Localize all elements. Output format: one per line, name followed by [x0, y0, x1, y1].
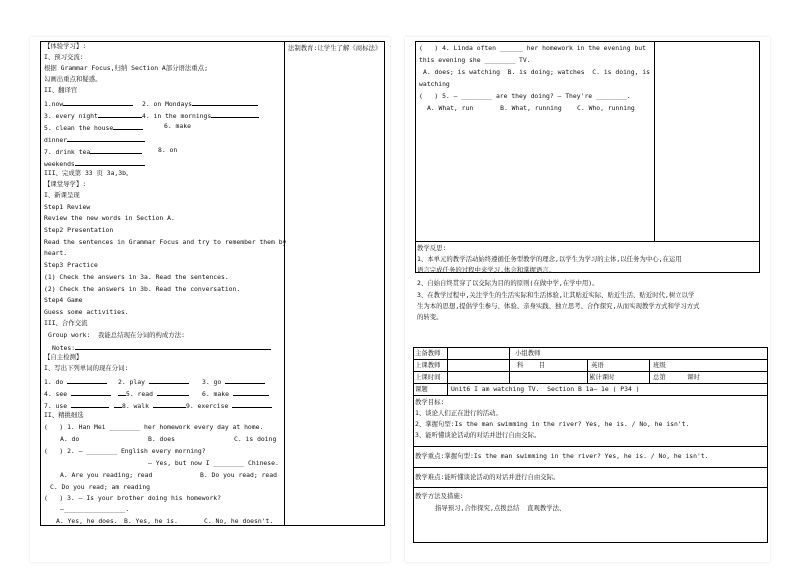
question-2: ( ) 2. — ________ English every morning? — [44, 447, 206, 455]
word-1: 1. do — [44, 377, 107, 386]
reflection-2: 2、自始自终贯穿了以交际为目的的原则(在做中学,在学中用)。 — [417, 279, 599, 287]
col-line-2 — [509, 347, 510, 383]
difficult-point: 教学难点:能听懂谈论活动的对话并进行自由交际。 — [415, 473, 560, 481]
select-title: II、精挑细选 — [44, 411, 84, 419]
word-9: 9. exercise — [178, 401, 272, 410]
q5-options: A. What, run B. What, running C. Who, running — [427, 104, 635, 112]
word-2: 2. play — [118, 377, 189, 386]
translate-item-6b: dinner — [44, 135, 145, 144]
goal-3: 3、能听懂谈论活动的对话并进行自由交际。 — [415, 431, 541, 439]
translate-item-8b: weekends — [44, 159, 145, 168]
translate-title: II、翻译官 — [44, 86, 78, 94]
question-4: ( ) 4. Linda often ______ her homework in the evening but — [419, 44, 647, 52]
row-line-2 — [413, 371, 768, 372]
step4-text: Guess some activities. — [44, 308, 129, 316]
word-6: 6. make — [202, 389, 269, 398]
word-7: 7. use — [44, 401, 109, 410]
preview-title: I、预习交流: — [44, 53, 84, 61]
row-line-3 — [413, 383, 768, 384]
method-text: 指导预习,合作探究,点拨总结 直观教学法、 — [435, 504, 566, 512]
row-line-5 — [413, 446, 768, 447]
question-3: ( ) 3. — Is your brother doing his homework? — [44, 494, 221, 502]
write-title: I、写出下列单词的现在分词: — [44, 364, 129, 372]
topic-label: 课题 — [415, 385, 428, 393]
col-line-3 — [587, 359, 588, 383]
key-point: 教学重点:掌握句型:Is the man swimming in the river? Yes, he is. / No, he isn't. — [415, 452, 709, 460]
reflection-1b: 语言完成任务的过程中来学习,体会和掌握语言。 — [417, 266, 556, 274]
q1-option-c: C. is doing — [234, 435, 277, 443]
grade-label: 班级 — [653, 361, 666, 369]
preview-instruction-2: 勾画出重点和疑惑。 — [44, 75, 102, 83]
lead-teacher-label: 主备教师 — [415, 349, 441, 357]
reflection-3b: 生为本的思想,提倡学生参与、体验、亲身实践、独立思考、合作探究,从而实现教学方式和学习方式 — [417, 302, 700, 310]
topic-value: Unit6 I am watching TV. Section B 1a— 1e ( P34 ) — [451, 385, 640, 393]
col-line-1 — [447, 347, 448, 395]
q3-option-a: A. Yes, he does. — [56, 517, 118, 525]
q2-option-b: B. Do you read; read — [200, 471, 277, 479]
translate-item-2: 2. on Mondays — [142, 99, 258, 108]
translate-item-5: 5. clean the house — [44, 123, 143, 132]
translate-item-1: 1.now — [44, 99, 133, 108]
goal-2: 2、掌握句型:Is the man swimming in the river? Yes, he is. / No, he isn't. — [415, 420, 690, 428]
translate-item-7: 7. drink tea — [44, 147, 142, 156]
reflection-3c: 的转变。 — [417, 313, 443, 321]
group-work: Group work: 我能总结现在分词的构成方法: — [48, 331, 185, 339]
classroom-heading: 【课堂导学】: — [44, 180, 87, 188]
reflection-1: 1、本单元的教学活动始终遵循任务型教学的理念,以学生为学习的主体,以任务为中心,在运用 — [417, 255, 682, 263]
q4-options-2: watching — [419, 80, 450, 88]
reflection-3: 3、在教学过程中,关注学生的生活实际和生活体验,让其贴近实际、贴近生活、贴近时代,树立以学 — [417, 291, 695, 299]
legal-education-note: 法制教育:让学生了解《商标法》 — [288, 44, 382, 52]
question-3b: —________________. — [60, 505, 130, 513]
row-line-6 — [413, 467, 768, 468]
q3-option-b: B. Yes, he is. — [124, 517, 178, 525]
left-page — [30, 37, 390, 562]
question-5: ( ) 5. — ________ are they doing? — They're ________. — [419, 92, 631, 100]
q1-option-b: B. does — [148, 435, 175, 443]
class-time-label: 上课时间 — [415, 373, 441, 381]
step3-b: (2) Check the answers in 3b. Read the conversation. — [44, 285, 241, 293]
ti-yan-heading: 【体验学习】: — [44, 42, 87, 50]
word-5: 5. read — [118, 389, 189, 398]
question-2b: — Yes, but now I ________ Chinese. — [148, 459, 279, 467]
left-column-divider — [284, 41, 285, 526]
group-teacher-label: 小组教师 — [515, 349, 541, 357]
method-label: 教学方法及措施: — [415, 492, 464, 500]
row-line-7 — [413, 487, 768, 488]
goal-1: 1、谈论人们正在进行的活动。 — [415, 409, 502, 417]
row-line-4 — [413, 395, 768, 396]
subject-value: 英语 — [591, 361, 604, 369]
word-3: 3. go — [202, 377, 265, 386]
complete-title: III、完成第 33 页 3a,3b。 — [44, 169, 133, 177]
class-teacher-label: 上课教师 — [415, 361, 441, 369]
translate-item-8: 8. on — [158, 146, 178, 154]
translate-item-4: 4. in the mornings — [142, 111, 259, 120]
step3: Step3 Practice — [44, 261, 98, 269]
preview-instruction: 根据 Grammar Focus,归纳 Section A部分语法重点; — [44, 64, 208, 72]
total-label: 总第 — [653, 373, 666, 381]
step2-text-2: heart. — [44, 249, 68, 257]
q2-option-c: C. Do you read; am reading — [50, 483, 151, 491]
exercise-column-divider — [654, 41, 655, 241]
step1: Step1 Review — [44, 203, 91, 211]
translate-item-3: 3. every night — [44, 111, 142, 120]
self-check-heading: 【自主检测】 — [44, 353, 83, 361]
step2-text: Read the sentences in Grammar Focus and try to remember them by — [44, 238, 287, 246]
reflection-top-line — [415, 241, 760, 242]
right-page — [405, 37, 770, 562]
word-4: 4. see — [44, 389, 111, 398]
q1-option-a: A. do — [60, 435, 80, 443]
step2: Step2 Presentation — [44, 226, 114, 234]
subject-label: 科 目 — [517, 361, 546, 369]
row-line-1 — [413, 359, 768, 360]
question-1: ( ) 1. Han Mei ________ her homework every day at home. — [44, 423, 264, 431]
q3-option-c: C. No, he doesn't. — [204, 517, 274, 525]
step4: Step4 Game — [44, 296, 83, 304]
new-lesson: I、新课呈现 — [44, 191, 80, 199]
q4-options: A. does; is watching B. is doing; watches C. is doing, is — [423, 68, 651, 76]
notes: Notes: — [52, 343, 271, 352]
reflection-title: 教学反思: — [417, 244, 447, 252]
step3-a: (1) Check the answers in 3a. Read the sentences. — [44, 273, 229, 281]
hours-label: 课时 — [687, 373, 700, 381]
step1-text: Review the new words in Section A. — [44, 214, 175, 222]
word-8: 8. walk — [114, 401, 181, 410]
goals-label: 教学目标: — [415, 398, 445, 406]
q2-option-a: A. Are you reading; read — [60, 471, 153, 479]
translate-item-6: 6. make — [164, 122, 191, 130]
question-4b: this evening she ________ TV. — [419, 56, 531, 64]
col-line-4 — [649, 359, 650, 383]
cumulative-hours-label: 累计课时 — [589, 373, 615, 381]
coop-title: III、合作交流 — [44, 319, 88, 327]
